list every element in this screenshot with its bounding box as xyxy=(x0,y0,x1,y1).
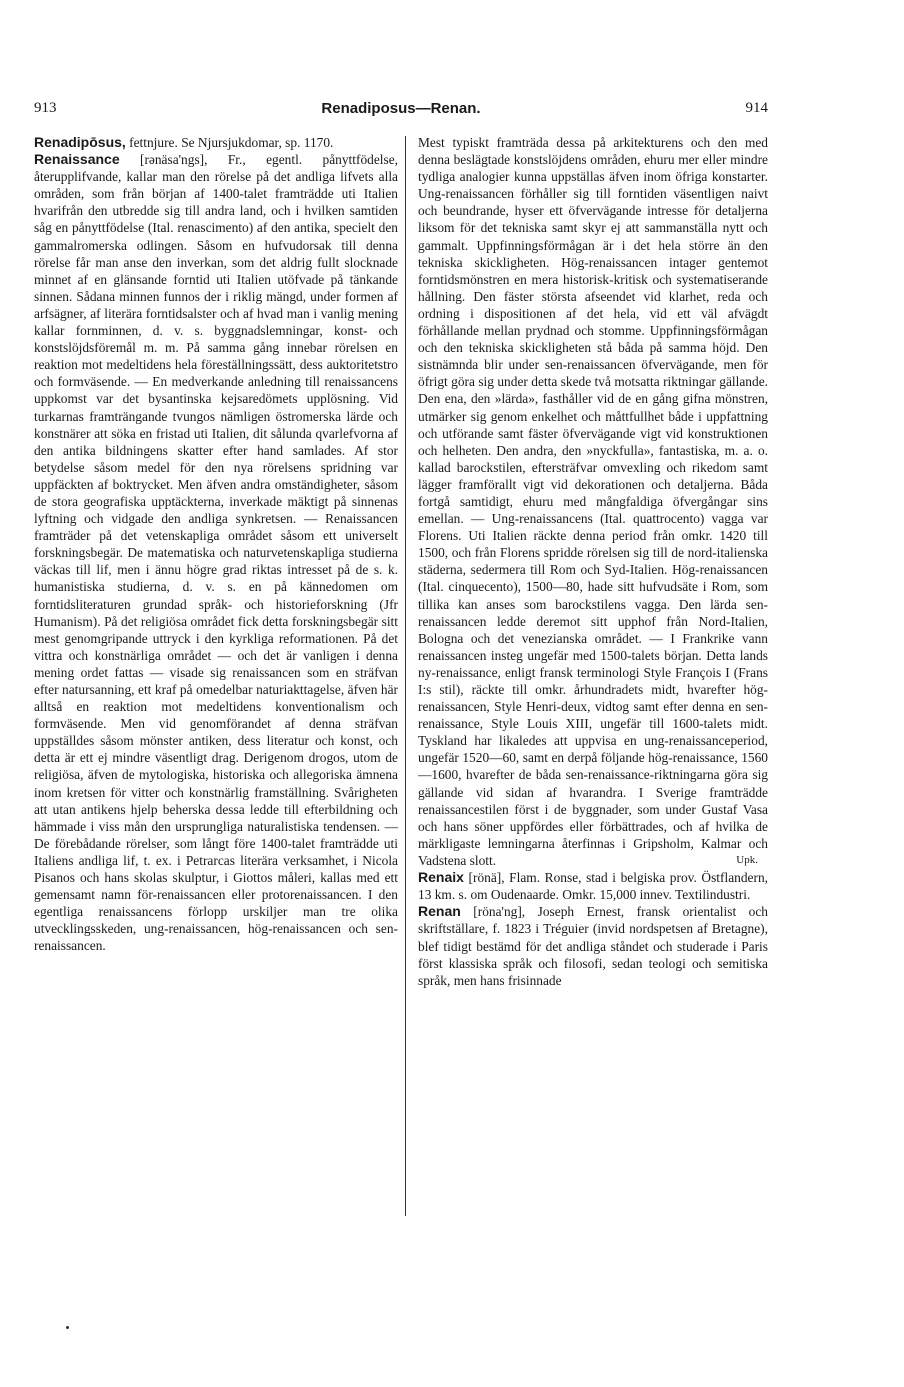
ink-speck xyxy=(66,1326,69,1329)
page-header xyxy=(34,100,768,120)
entry-headword: Renan xyxy=(418,903,461,920)
author-signature: Upk. xyxy=(736,854,758,867)
entry-renaissance xyxy=(34,151,398,954)
entry-headword: Renadipōsus, xyxy=(34,134,126,150)
entry-renadiposus xyxy=(34,134,398,151)
entry-headword: Renaissance xyxy=(34,151,120,168)
entry-text: fettnjure. Se Njursjukdomar, sp. 1170. xyxy=(125,135,334,150)
entry-text: [rənäsa'ngs], Fr., egentl. pånyttfödelse, återupplifvande, kallar man den rörelse på det andliga lifvets alla områden, som från början af 1400-talet framträdde uti Italien hvarifrån den utbredde sig till andra land, och i hvilken samtiden såg en pånyttfödelse (Ital. renascimento) af den antika, specielt den gammalromerska odlingen. Såsom en hufvudorsak till denna rörelse får man anse den inverkan, som det aldrig fullt slocknade minnet af en glänsande forntid uti Italien utöfvade på tänkande sinnen. Sådana minnen funnos der i riklig mängd, under formen af arfsägner, af literära forntidsalster och af hvad man i vanlig mening kallar fornminnen, d. v. s. byggnadslemningar, konst- och konstslöjdsföremål m. m. På samma gång innebar rörelsen en reaktion mot medeltidens hela föreställningssätt, dess auktoritetstro och formväsende. — En medverkande anledning till renaissancens uppkomst var det bysantinska kejsaredömets upplösning. Vid turkarnas framträngande tvungos nämligen östromerska lärde och konstnärer att söka en fristad uti Italien, dit sålunda qvarlefvorna af den antika bildningens skatter efter hand samlades. Af stor betydelse såsom medel för den nya rörelsens spridning var uppfäckten af boktrycket. Men äfven andra omständigheter, såsom de stora geografiska upptäckterna, inverkade mäktigt på sinnenas lyftning och vidgade den andliga synkretsen. — Renaissancen framträder på det vetenskapliga området såsom ett universelt forskningsbegär. De matematiska och naturvetenskapliga studierna väckas till lif, men i ännu högre grad riktas intresset på de s. k. humanistiska studierna, d. v. s. en på kännedomen om forntidsliteraturen grundad språk- och historieforskning (Jfr Humanism). På det religiösa området fick detta forskningsbegär sitt mest genomgripande uttryck i den kyrkliga reformationen. På det vittra och konstnärliga området — och det är vanligen i denna mening ordet fattas — visade sig renaissancen som en sträfvan efter natursanning, ett kraf på omedelbar naturiakttagelse, äfven här alltså en reaktion mot medeltidens konventionalism och formväsende. Men vid genomförandet af denna sträfvan uppställdes såsom mönster antiken, dess literatur och konst, och detta är ett ej mindre väsentligt drag. Derigenom drogos, utom de religiösa, äfven de mytologiska, historiska och allegoriska ämnena inom kretsen för vitter och konstnärlig framställning. Svårigheten att utan antikens hjelp beherska dessa ledde till efterbildning och hämmade i viss mån den ursprungliga naturalistiska tendensen. — De förebådande rörelser, som långt före 1400-talet framträdde uti Italiens andliga lif, t. ex. i Petrarcas literära verksamhet, i Nicola Pisanos och hans skolas skulptur, i Giottos måleri, kallas med ett gemensamt namn för-renaissancen eller protorenaissancen. I den egentliga renaissancens förlopp urskiljer man tre olika utvecklingsskeden, ung-renaissancen, hög-renaissancen och sen-renaissancen. xyxy=(34,152,398,954)
right-column xyxy=(418,134,768,989)
entry-renaix xyxy=(418,869,768,903)
running-title: Renadiposus—Renan. xyxy=(321,100,481,117)
entry-renaissance-continued xyxy=(418,134,768,869)
page-number-right: 914 xyxy=(745,100,768,116)
entry-text: [röna'ng], Joseph Ernest, fransk orientalist och skriftställare, f. 1823 i Tréguier (invid nordspetsen af Bretagne), blef tidigt bestämd för det andliga ståndet och studerade i Paris först klassiska språk och filosofi, sedan teologi och semitiska språk, men hans frisinnade xyxy=(418,904,768,988)
page-number-left: 913 xyxy=(34,100,57,116)
entry-renan xyxy=(418,903,768,988)
entry-headword: Renaix xyxy=(418,869,464,886)
entry-text: Mest typiskt framträda dessa på arkitekturens och den med denna beslägtade konstslöjdens områden, ehuru mer eller mindre tydliga analogier kunna uppställas äfven inom öfriga konstarter. Ung-renaissancen förhåller sig till forntiden väsentligen naivt och beundrande, hyser ett öfvervägande intresse för detaljerna liksom för det tekniska samt skyr ej att sammanställa nytt och gammalt. Uppfinningsförmågan är i det hela större än den tekniska skickligheten. Hög-renaissancen intager gentemot forntidsmönstren en mera historisk-kritisk och systematiserande hållning. Den fäster största afseendet vid klarhet, reda och ordning i dispositionen af det hela, vid ett väl afvägdt förhållande mellan prydnad och stomme. Uppfinningsförmågan och den tekniska skickligheten stå båda på samma höjd. Den sistnämnda blir under sen-renaissancen öfvervägande, men för öfrigt göra sig under detta skede två motsatta riktningar gällande. Den ena, den »lärda», fasthåller vid de en gång gifna mönstren, utmärker sig genom enkelhet och måttfullhet både i uppfattning och utförande samt fäster öfvervägande vigt vid konstruktionen och helheten. Den andra, den »nyckfulla», fantastiska, m. a. o. kallad barockstilen, eftersträfvar omvexling och rikedom samt lägger framförallt vigt vid dekorationen och detaljerna. Båda fortgå samtidigt, ehuru med mångfaldiga öfvergångar sins emellan. — Ung-renaissancens (Ital. quattrocento) vagga var Florens. Uti Italien räckte denna period från omkr. 1420 till 1500, och från Florens spridde rörelsen sig till de nord-italienska städerna, sedermera till Rom och Syd-Italien. Hög-renaissancen (Ital. cinquecento), 1500—80, hade sitt hufvudsäte i Rom, som tillika kan anses som barockstilens vagga. Den lärda sen-renaissancen ledde deremot sitt upphof från Nord-Italien, Bologna och det venezianska området. — I Frankrike vann renaissancen insteg ungefär med 1500-talets början. Detta lands ny-renaissance, enligt fransk terminologi Style François I (Frans I:s stil), räckte till omkr. århundradets midt, hvarefter hög-renaissancen, Style Henri-deux, vidtog samt efter denna en sen-renaissance, Style Louis XIII, ungefär till 1600-talets midt. Tyskland har likaledes att uppvisa en ung-renaissanceperiod, ungefär 1520—60, samt en derpå följande hög-renaissance, 1560—1600, hvarefter de båda sen-renaissance-riktningarna göra sig gällande vid sidan af hvarandra. I Sverige framträdde renaissancestilen först i de byggnader, som under Gustaf Vasa och hans söner uppfördes eller förbättrades, och af hvilka de märkligaste lemningarna återfinnas i Gripsholm, Kalmar och Vadstena slott. xyxy=(418,135,768,868)
left-column xyxy=(34,134,398,955)
column-divider xyxy=(405,136,406,1216)
entry-text: [rönä], Flam. Ronse, stad i belgiska prov. Östflandern, 13 km. s. om Oudenaarde. Omkr. 15,000 innev. Textilindustri. xyxy=(418,870,768,903)
